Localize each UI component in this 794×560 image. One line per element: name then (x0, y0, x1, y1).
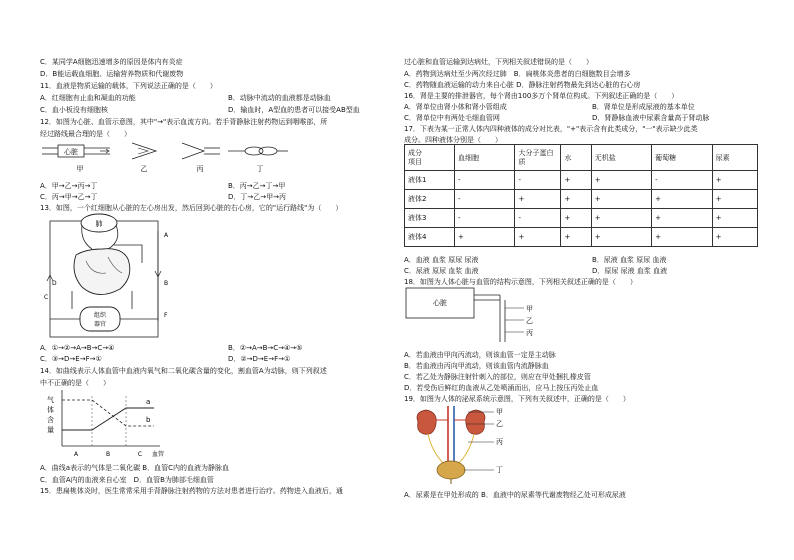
right-kidney (466, 410, 485, 434)
table-cell: + (591, 228, 651, 247)
label-jia: 甲 (526, 305, 533, 313)
x-unit: 血管 (152, 451, 165, 458)
heart-label: 心脏 (64, 148, 78, 156)
table-cell: + (712, 171, 757, 190)
table-row (405, 228, 758, 247)
table-header-row (405, 145, 758, 171)
q11-option-c: C．血小板没有细胞核 (40, 106, 108, 114)
table-cell: + (591, 171, 651, 190)
q11-option-b: B．动脉中流动的血液都是动脉血 (228, 94, 331, 102)
table-cell: + (652, 190, 712, 209)
vessel-figure-12 (40, 138, 290, 178)
q16-option-c: C．肾单位中有两处毛细血管网 (404, 114, 500, 122)
label-d: D (52, 280, 57, 287)
q12-option-d: D．丁→乙→甲→丙 (228, 193, 286, 201)
row-label-cell: 液体4 (405, 228, 455, 247)
table-row (405, 209, 758, 228)
q18-option-a: A．若血液由甲向丙流动，则该血管一定是主动脉 (404, 351, 556, 359)
q13-option-row-1 (40, 343, 303, 353)
row-label-cell: 液体1 (405, 171, 455, 190)
question-18: 18．如图为人体心脏与血管的结构示意图，下列相关叙述正确的是（ ） (404, 278, 637, 286)
q17-option-c: C．尿液 原尿 血浆 血液 (404, 267, 479, 275)
y-label-4: 量 (47, 426, 54, 434)
question-12-cont: 经过路线最合理的是（ ） (40, 130, 131, 138)
heart-label: 心脏 (433, 299, 447, 307)
table-cell: - (652, 171, 712, 190)
y-label-1: 气 (47, 396, 54, 404)
label-f: F (164, 312, 168, 319)
table-cell: + (591, 209, 651, 228)
q11-option-row-2 (40, 105, 360, 115)
table-cell: - (455, 209, 515, 228)
label-c: C (44, 294, 49, 301)
vessel-label-jia: 甲 (76, 165, 84, 173)
lung-label: 肺 (95, 220, 103, 228)
table-header-cell: 无机盐 (591, 145, 651, 171)
table-cell: + (515, 190, 561, 209)
table-header-cell: 水 (561, 145, 591, 171)
table-cell: - (455, 190, 515, 209)
q13-option-a: A．①→②→A→B→C→④ (40, 344, 115, 352)
q11-option-a: A．红细胞有止血和凝血的功能 (40, 94, 136, 102)
vessel-label-yi: 乙 (140, 165, 148, 173)
q16-option-b: B．肾单位是形成尿液的基本单位 (592, 103, 695, 111)
x-label-a: A (73, 451, 79, 458)
label-a: A (164, 232, 169, 239)
table-cell: + (561, 171, 591, 190)
question-13: 13．如图，一个红细胞从心脏的左心房出发，然后回到心脏的右心房，它的"运行路线"为（ ） (40, 204, 343, 212)
q17-option-row-2 (404, 266, 668, 276)
q19-option-row-1: A．尿素是在甲处形成的 B．血液中的尿素等代谢废物经乙处可形成尿液 (404, 491, 626, 499)
curve-a (62, 400, 154, 426)
x-label-c: C (137, 451, 143, 458)
row-label-cell: 液体3 (405, 209, 455, 228)
q11-option-d: D．输血时，A型血的患者可以接受AB型血 (228, 106, 360, 114)
table-header-cell: 血细胞 (455, 145, 515, 171)
row-label-cell: 液体2 (405, 190, 455, 209)
y-label-2: 体 (47, 406, 54, 414)
label-bing: 丙 (526, 329, 533, 337)
table-cell: - (515, 171, 561, 190)
table-cell: + (561, 209, 591, 228)
curve-a-label: a (146, 398, 151, 406)
q15-option-row-2: C．药物随血液运输的动力来自心脏 D．静脉注射药物最先到达心脏的右心房 (404, 81, 641, 89)
table-row (405, 171, 758, 190)
urinary-system-figure-19 (408, 404, 528, 484)
tissue-label-1: 组织 (93, 312, 107, 319)
vessel-label-ding: 丁 (256, 165, 264, 173)
x-label-b: B (105, 451, 111, 458)
tissue-label-2: 器官 (93, 321, 107, 328)
q10-option-d: D．B能运载血细胞、运输营养物质和代谢废物 (40, 70, 184, 78)
question-16: 16．肾是主要的排泄器官，每个肾由100多万个肾单位构成。下列叙述正确的是（ ） (404, 92, 679, 100)
table-cell: + (515, 228, 561, 247)
question-14-cont: 中不正确的是（ ） (40, 379, 110, 387)
bladder (437, 461, 465, 479)
q16-option-row-1 (404, 102, 695, 112)
curve-b (62, 408, 154, 430)
q16-option-d: D．肾静脉血液中尿素含量高于肾动脉 (592, 114, 710, 122)
q10-option-c: C．某同学A细胞迅速增多的原因是体内有炎症 (40, 58, 183, 66)
table-cell: + (652, 228, 712, 247)
q12-option-b: B．丙→乙→丁→甲 (228, 182, 286, 190)
q17-option-d: D．原尿 尿液 血浆 血液 (592, 267, 668, 275)
vessel-bing (182, 143, 204, 159)
question-17: 17．下表为某一正常人体内四种液体的成分对比表，"+"表示含有此类成分，"一"表示缺少此类 (404, 125, 698, 133)
table-cell: + (561, 190, 591, 209)
table-header-cell: 尿素 (712, 145, 757, 171)
heart (74, 249, 130, 295)
fluid-composition-table (404, 144, 758, 247)
table-cell: + (712, 209, 757, 228)
q18-option-c: C．若乙处为静脉注射针刺入的部位，则应在甲处捆扎橡皮管 (404, 373, 591, 381)
table-cell: + (712, 228, 757, 247)
circulation-figure-13 (42, 211, 202, 339)
gas-curve-figure-14 (42, 386, 182, 460)
q18-option-d: D．若受伤后鲜红的血液从乙处喷涌而出，应马上按压丙处止血 (404, 384, 599, 392)
question-19: 19．如图为人体的泌尿系统示意图，下列有关叙述中，正确的是（ ） (404, 395, 630, 403)
label-ding: 丁 (496, 466, 503, 474)
table-cell: + (591, 190, 651, 209)
q17-option-a: A．血液 血浆 原尿 尿液 (404, 256, 479, 264)
q14-option-row-1: A．曲线a表示的气体是二氧化碳 B．血管C内的血液为静脉血 (40, 464, 229, 472)
q12-option-c: C．丙→甲→乙→丁 (40, 193, 98, 201)
table-header-cell: 葡萄糖 (652, 145, 712, 171)
question-15-cont: 过心脏和血管运输到达病灶，下列相关叙述错误的是（ ） (404, 58, 593, 66)
question-15: 15．患扁桃体炎时，医生常常采用手背静脉注射药物的方法对患者进行治疗。药物进入血液后，通 (40, 487, 343, 495)
q11-option-row-1 (40, 93, 331, 103)
table-cell: + (455, 228, 515, 247)
heart-vessel-figure-18 (404, 286, 584, 346)
vessel-label-bing: 丙 (196, 165, 204, 173)
question-11: 11．血液是物质运输的载体，下列说法正确的是（ ） (40, 82, 217, 90)
vessel-ding (245, 147, 263, 155)
question-14: 14．如曲线表示人体血管中血液内氧气和二氧化碳含量的变化，割血管A为动脉，则下列叙述 (40, 367, 327, 375)
label-b: B (164, 280, 169, 287)
table-cell: + (712, 190, 757, 209)
table-cell: - (455, 171, 515, 190)
label-yi: 乙 (496, 420, 503, 428)
q16-option-row-2 (404, 113, 710, 123)
table-header-cell: 大分子蛋白质 (515, 145, 561, 171)
table-header-cell: 成分 项目 (405, 145, 455, 171)
q17-option-row-1 (404, 255, 667, 265)
q12-option-row-2 (40, 192, 286, 202)
q13-option-row-2 (40, 354, 291, 364)
q13-option-c: C．③→D→E→F→① (40, 355, 102, 363)
q18-option-b: B．若血液由丙向甲流动，则该血管内流静脉血 (404, 362, 549, 370)
curve-b-label: b (146, 416, 151, 424)
table-cell: + (652, 209, 712, 228)
label-bing: 丙 (496, 438, 503, 446)
label-jia: 甲 (496, 408, 503, 416)
q16-option-a: A．肾单位由肾小体和肾小管组成 (404, 103, 507, 111)
left-kidney (417, 410, 436, 434)
q17-option-b: B．尿液 血浆 原尿 血液 (592, 256, 667, 264)
table-cell: + (561, 228, 591, 247)
question-17-cont: 成分。四种液体分别是（ ） (404, 136, 502, 144)
q13-option-d: D．②→D→E→F→① (228, 355, 291, 363)
vessel-yi (132, 143, 156, 159)
table-cell: - (515, 209, 561, 228)
table-row (405, 190, 758, 209)
question-12: 12．如图为心脏、血管示意图，其中"→"表示血流方向。若手背静脉注射药物运到咽喉部，所 (40, 118, 328, 126)
label-yi: 乙 (526, 317, 533, 325)
q12-option-row-1 (40, 181, 286, 191)
q13-option-b: B．②→A→B→C→④→⑤ (228, 344, 303, 352)
q15-option-row-1: A．药物到达病灶至少两次经过肺 B．扁桃体炎患者的白细胞数目会增多 (404, 70, 631, 78)
q12-option-a: A．甲→乙→丙→丁 (40, 182, 98, 190)
y-label-3: 含 (47, 416, 54, 424)
q14-option-row-2: C．血管A内的血液来自心室 D．血管B为肺部毛细血管 (40, 476, 214, 484)
